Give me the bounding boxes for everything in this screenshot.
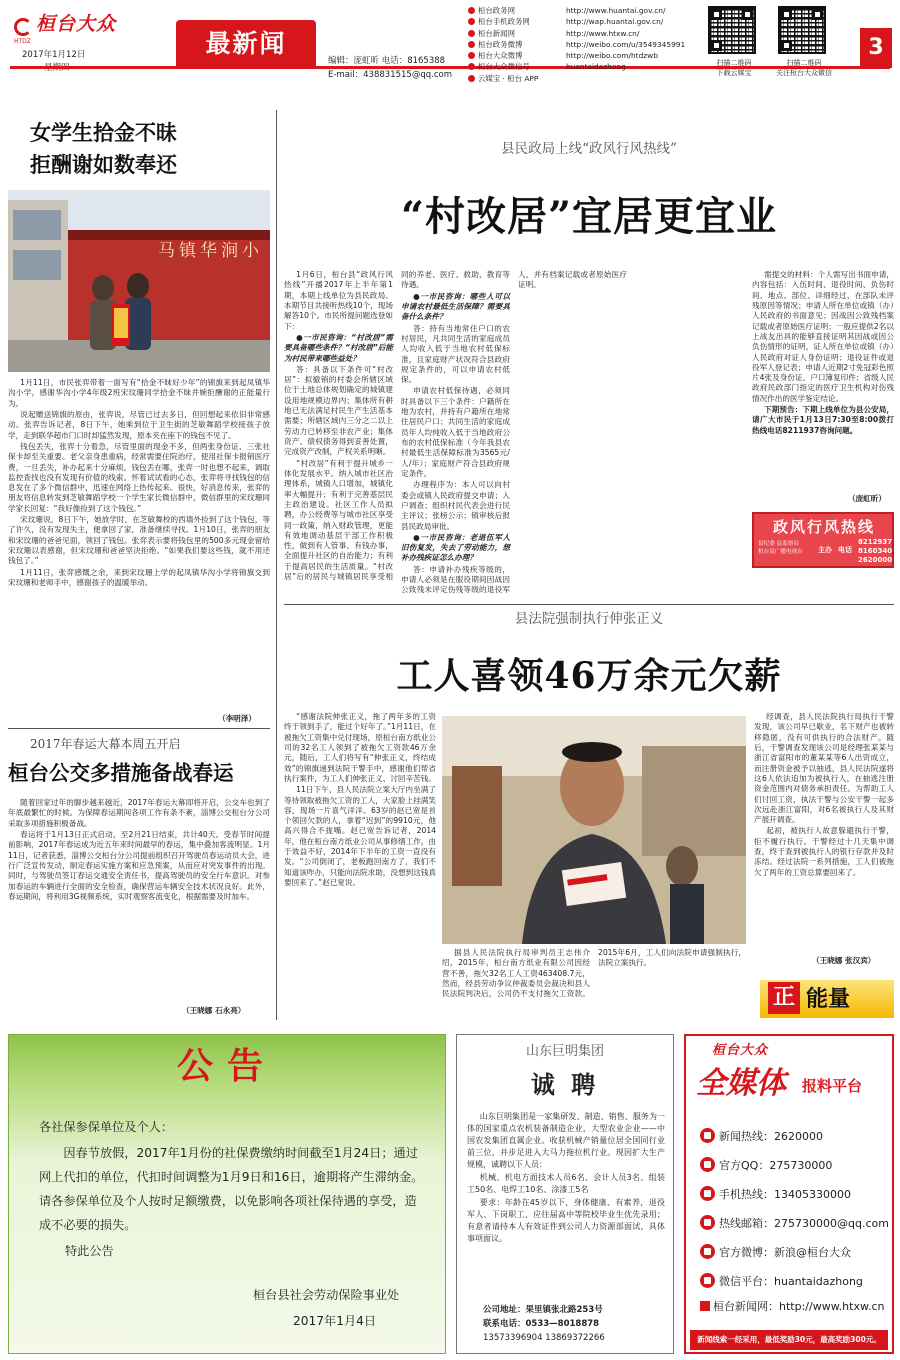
hotline-phone-label: 电话 — [838, 546, 852, 554]
contact-value[interactable]: http://wap.huantai.gov.cn/ — [566, 17, 664, 27]
media-row — [700, 1209, 890, 1238]
article3-paragraph: “村改居”有利于提升城乡一体化发展水平。纳入城市社区治理体系，城镇人口增加，城镇化率大幅提升；有利于完善基层民主政治建设。社区工作人员拟聘，办公经费等与城市社区享受同一政策，纳入财政管理，更能有效地调动基层干部工作积极性，做到有人管事、有钱办事，全面提升社区的自治能力；有利于提高居民的生活质量。“村改居”后的居民与城镇居民享受相同的养老、医疗、救助、教育等待遇。 — [284, 270, 510, 582]
qr-caption-app: 扫描二维码 下载云媒宝 — [716, 59, 752, 77]
editor-line: 编辑：庞虹昕 电话：8165388 — [328, 56, 446, 66]
article1-paragraph: 1月11日，张弈感慨之余，来到宋玟珊上学的起凤镇华沟小学将锦旗交到宋玟珊和老师手中，感谢孩子的温暖举动。 — [8, 567, 270, 587]
article4-paragraph: “感谢法院伸张正义，拖了两年多的工资终于领到手了，能过个好年了。”1月11日，在被拖欠工资集中兑付现场，原桓台南方纸业公司的32名工人领到了被拖欠工资款46万余元，随后，工人们将写有“伸张正义，终结成效”的锦旗递到法院干警手中，感谢他们帮省执行案件，为工人们伸张正义、讨回辛苦钱。 — [284, 712, 436, 783]
media-row-label: 官方QQ： — [719, 1159, 770, 1172]
media-row-value[interactable]: huantaidazhong — [774, 1275, 863, 1288]
contact-icon — [700, 1244, 715, 1259]
article3-title: “村改居”宜居更宜业 — [400, 193, 777, 240]
article3-question: ●一市民咨询：老退伍军人旧伤复发，失去了劳动能力，想补办残疾证怎么办理？ — [401, 532, 510, 563]
positive-energy-char: 正 — [768, 982, 800, 1014]
media-row — [700, 1122, 890, 1151]
contact-value[interactable]: huantaidazhong — [566, 62, 626, 72]
media-row — [700, 1238, 890, 1267]
article3-body — [284, 270, 744, 600]
article3-byline: （庞虹昕） — [848, 494, 886, 503]
hotline-number: 2620000 — [858, 556, 893, 564]
hotline-ad — [752, 512, 894, 568]
media-logo: 桓台大众 — [712, 1043, 769, 1058]
page-number: 3 — [860, 28, 892, 68]
section-divider-left — [8, 728, 270, 729]
logo-icon — [14, 18, 32, 36]
article3-kicker: 县民政局上线“政风行风热线” — [501, 141, 677, 157]
contact-icon — [700, 1186, 715, 1201]
hotline-sponsor: 县纪委 县监察局 桓台县广播电视台 — [758, 541, 803, 555]
article2-title: 桓台公交多措施备战春运 — [8, 761, 234, 785]
media-row-label: 新闻热线： — [719, 1130, 774, 1143]
article1-photo-banner: 马镇华涧小 — [158, 241, 263, 261]
contact-icon — [700, 1128, 715, 1143]
bullet-icon — [468, 30, 475, 37]
article4-paragraph: 经调查，县人民法院执行局执行干警发现，该公司早已歇业，名下财产也被转移隐匿，没有可供执行的合法财产。随后，干警调查发现该公司是经理张某某与浙江省富阳市的董某某等6人出资成立，而注册资金被予以抽逃，县人民法院遂将这6人依法追加为被执行人，在抽逃注册资金范围内对债务承担责任。为帮助工人们讨回工资，执法干警与公安干警一起多次远赴浙江富阳，对6名被执行人及其财产展开调查。 — [754, 712, 894, 825]
contact-name: 桓台大众微信号 — [478, 62, 530, 72]
media-site-label: 桓台新闻网： — [713, 1300, 779, 1313]
qr-code-wechat — [778, 6, 826, 54]
positive-energy-badge — [760, 980, 894, 1018]
contact-name: 桓台手机政务网 — [478, 17, 530, 27]
email-line: E-mail：438831515@qq.com — [328, 70, 452, 80]
notice-closing: 特此公告 — [65, 1244, 114, 1258]
contact-name: 桓台政务微博 — [478, 39, 523, 49]
media-row — [700, 1180, 890, 1209]
article3-preview: 下期预告：下期上线单位为县公安局，请广大市民于1月13日7:30至8:00拨打热线电话8211937咨询问题。 — [752, 405, 894, 435]
issue-date: 2017年1月12日 — [22, 50, 86, 60]
media-row-value[interactable]: 275730000@qq.com — [774, 1217, 889, 1230]
notice-greeting: 各社保参保单位及个人： — [39, 1120, 174, 1134]
contact-value[interactable]: http://www.huantai.gov.cn/ — [566, 6, 666, 15]
media-row-value[interactable]: 13405330000 — [774, 1188, 851, 1201]
media-box — [684, 1034, 894, 1354]
bullet-icon — [468, 7, 475, 14]
media-row-label: 手机热线： — [719, 1188, 774, 1201]
article1-paragraph: 宋玟珊说，8日下午，她放学时，在芝敏舞校的西墙外捡到了这个钱包，等了许久，没有发现失主，便拿回了家，准备继续寻找。1月10日，张弈的朋友和宋玟珊的爸爸见面，领回了钱包。张弈表示要将钱包里的500多元现金留给宋玟珊以表感谢，但宋玟珊和爸爸坚决拒绝。“如果我们要这些钱，就不用还钱包了。” — [8, 515, 270, 566]
hotline-title: 政风行风热线 — [772, 518, 875, 536]
article3-paragraph: 答：申请补办残疾等级的，申请人必须是在服役期间因战因公致残未评定伤残等级的退役军人，并有档案记载或者原始医疗证明。 — [401, 270, 627, 595]
masthead-logo: 桓台大众 — [36, 13, 117, 35]
media-row-value[interactable]: 新浪@桓台大众 — [774, 1246, 851, 1259]
hiring-phones: 13573396904 13869372266 — [483, 1333, 605, 1343]
hiring-box — [456, 1034, 674, 1354]
positive-energy-rest: 能量 — [806, 987, 851, 1012]
media-row-label: 热线邮箱： — [719, 1217, 774, 1230]
hotline-number: 8160340 — [858, 547, 893, 555]
media-row-value[interactable]: 275730000 — [769, 1159, 833, 1172]
article1-photo — [8, 190, 270, 372]
bullet-icon — [468, 18, 475, 25]
article1-paragraph: 说起赠送锦旗的原由，张弈说，尽管已过去多日，但回想起来依旧非常感动。张弈告诉记者，8日下午，她乘到位于卫生街的芝敏舞蹈学校接孩子放学，走到联华超市门口时却猛然发现，原本夹在座下的钱包不见了。 — [8, 409, 270, 440]
contact-row — [468, 28, 698, 39]
article1-byline: （李明泽） — [218, 714, 256, 723]
contact-row — [468, 16, 698, 27]
contact-value[interactable]: http://weibo.com/htdzwb — [566, 51, 658, 61]
article4-title: 工人喜领46万余元欠薪 — [396, 655, 782, 697]
article4-paragraph: 起初，被执行人故意躲避执行干警，拒不履行执行。干警经过十几天集中调查，终于查到被执行人的银行存款并及时冻结。经过法院一系列措施，工人们被拖欠了两年的工资总算要回来了。 — [754, 826, 894, 877]
hiring-positions: 机械、机电方面技术人员6名、会计人员3名、组装工50名、电焊工10名、涂漆工5名 — [467, 1173, 665, 1194]
contact-icon — [700, 1273, 715, 1288]
article4-photo — [442, 716, 746, 944]
hiring-address: 公司地址：果里镇张北路253号 — [483, 1305, 603, 1315]
article2-paragraph: 随着回家过年的脚步越来越近，2017年春运大幕即将开启，公交车也到了年底最繁忙的时候。为保障春运期间各项工作有条不紊，淄博公交桓台分公司采取多项措施积极备战。 — [8, 798, 270, 828]
masthead — [0, 0, 900, 100]
media-site-row — [700, 1300, 884, 1315]
logo-sub: HTDZ — [14, 38, 31, 45]
notice-title: 公告 — [176, 1046, 277, 1087]
article4-photo-image — [442, 716, 746, 944]
media-row — [700, 1151, 890, 1180]
media-row-label: 官方微博： — [719, 1246, 774, 1259]
notice-box — [8, 1034, 446, 1354]
contact-name: 桓台新闻网 — [478, 28, 515, 38]
article4-paragraph: 据县人民法院执行局审判员王志伟介绍，2015年，桓台南方纸业有限公司因经营不善，拖欠32名工人工资463408.7元，然而，经县劳动争议仲裁委员会裁决和县人民法院判决后，公司仍不支付拖欠工资款。2015年6月，工人们向法院申请强制执行，法院立案执行。 — [442, 948, 746, 999]
media-headline: 全媒体 — [696, 1066, 786, 1101]
contact-list — [468, 5, 698, 84]
article1-paragraph: 钱包丢失，张弈十分着急，尽管里面的现金不多，但两张身份证、三张社保卡却至关重要。老父亲身患重病，经常需要住院治疗，使用社保卡报销医疗费，一旦丢失，补办起来十分麻烦。钱包丢在哪，张弈一时也想不起来，调取监控查找也没有发现有价值的线索。怀着试试看的心态，张弈将寻找钱包的信息发在了多个微信群中，迅速在网络上热传起来。很快，好消息传来，张弈的朋友将信息转发到芝敏舞蹈学校一个学生家长微信群中，微信群里的宋玟珊同学家长回复：“我好像捡到了这个钱包。” — [8, 441, 270, 513]
media-subline: 报料平台 — [802, 1077, 863, 1095]
hiring-intro: 山东巨明集团是一家集研发、制造、销售、服务为一体的国家重点农机装备制造企业，大型农业企业——中国农发集团直属企业。收获机械产销量位居全国同行业前三位，并步足进入大马力拖拉机行业。现因扩大生产规模，诚聘以下人员： — [467, 1112, 665, 1169]
contact-row — [468, 5, 698, 16]
article2-kicker: 2017年春运大幕本周五开启 — [30, 737, 181, 751]
notice-body: 因春节放假，2017年1月份的社保费缴纳时间截至1月24日；通过网上代扣的单位，代扣时间调整为1月9日和16日，逾期将产生滞纳金。请各参保单位及个人按时足额缴费，以免影响各项社保待遇的享受，造成不必要的损失。 — [39, 1146, 424, 1232]
bullet-icon — [468, 41, 475, 48]
site-icon — [700, 1301, 710, 1311]
article2-byline: （王晓娜 石永亮） — [182, 1006, 246, 1015]
hiring-title: 诚 聘 — [530, 1070, 600, 1099]
notice-issuer: 桓台县社会劳动保险事业处 — [253, 1288, 400, 1302]
contact-icon — [700, 1215, 715, 1230]
article4-body-bottom — [442, 948, 746, 1018]
article1-title-line1: 女学生拾金不昧 — [30, 121, 177, 145]
hiring-phone-label: 联系电话：0533—8018878 — [483, 1319, 600, 1329]
notice-date: 2017年1月4日 — [293, 1314, 377, 1328]
section-tab: 最新闻 — [176, 20, 316, 67]
bullet-icon — [468, 63, 475, 70]
contact-row — [468, 50, 698, 61]
article3-paragraph: 答：持有当地常住户口的农村居民，凡共同生活的家庭成员人均收入低于当地农村低保标准，且家庭财产状况符合县政府规定条件的，可以申请农村低保。 — [401, 323, 510, 385]
hiring-company: 山东巨明集团 — [525, 1044, 604, 1059]
qr-caption-wechat: 扫描二维码 关注桓台大众微信 — [776, 59, 832, 77]
contact-name: 桓台大众微博 — [478, 51, 523, 61]
contact-value[interactable]: http://weibo.com/u/3549345991 — [566, 39, 686, 49]
article1-body — [8, 378, 270, 723]
column-divider — [276, 110, 277, 1020]
contact-value[interactable]: http://www.htxw.cn/ — [566, 28, 640, 38]
media-reward-bar: 新闻线索一经采用，最低奖励30元，最高奖励300元。 — [690, 1330, 888, 1350]
article3-paragraph: 答：具备以下条件可“村改居”：拟撤销的村委会所辖区域位于土地总体规划确定的城镇建设用地规模边界内；集体所有耕地已无法满足村民生产生活基本需要；所辖区域内三分之二以上劳动力已转移至非农产业；集体资产、债权债务得到妥善处置，完成资产改制，产权关系明晰。 — [284, 364, 393, 457]
article4-paragraph: 11日下午，县人民法院立案大厅内坐满了等待领取被拖欠工资的工人，大家脸上挂满笑容，现场一片喜气洋洋。63岁的赵已宽是首个领回欠款的人，拿着“迟到”的9910元，他高兴得合不拢嘴。赵已宽告诉记者，2014年，他在桓台南方纸业公司从事修缮工作，由于效益不好，2014年下半年的工资一直没有发。“公司倒闭了，老板跑回南方了，我们不知道该咋办，只能向法院求助，没想到这钱真要回来了。”赵已宽说。 — [284, 785, 436, 887]
media-rows — [700, 1122, 890, 1296]
article3-paragraph: 需提交的材料：个人需写出书面申请，内容包括：入伍时间、退役时间、负伤时间、地点、部位、详细经过、在部队未评残原因等情况；申请人所在单位或镇（办）人民政府的书面意见；因战因公致残档案记载或者原始医疗证明；一般应提供2名以上战友出具的能够直接证明其因战或因公负伤情形的证明，证人所在单位或镇（办）人民政府对证人身份证明；退役证件或退役军人登记表；申请人近期2寸免冠彩色照片4张及身份证、户口簿复印件；省级人民政府民政部门指定的医疗卫生机构对伤残情况作出的医学鉴定结论。 — [752, 270, 894, 403]
contact-row — [468, 61, 698, 72]
bullet-icon — [468, 75, 475, 82]
media-row — [700, 1267, 890, 1296]
media-site-url[interactable]: http://www.htxw.cn — [779, 1300, 885, 1313]
contact-icon — [700, 1157, 715, 1172]
hiring-body — [467, 1111, 665, 1246]
article3-paragraph: 1月6日，桓台县“政风行风热线”开播2017年上半年第1期，本期上线单位为县民政局。本期节目共接听热线10个，现场解答10个。市民所提问题选登如下： — [284, 270, 393, 331]
contact-row — [468, 73, 698, 84]
hotline-role: 主办 — [818, 546, 832, 554]
article3-body-right — [752, 270, 894, 506]
article1-paragraph: 1月11日，市民张弈带着一面写有“拾金不昧好少年”的锦旗来到起凤镇华沟小学，感谢华沟小学4年级2班宋玟珊同学拾金不昧并婉拒酬谢的正能量行为。 — [8, 378, 270, 408]
bullet-icon — [468, 52, 475, 59]
article2-paragraph: 春运将于1月13日正式启动，至2月21日结束，共计40天。受春节时间提前影响，2017年春运成为近五年来时间最早的春运，集中叠加客流明显。1月11日，记者获悉，淄博公交桓台分公司提前组织召开驾驶员春运动员大会，进行广泛宣传发动，制定春运实施方案和应急预案，从而应对突发事件的出现。同时，与驾驶员签订春运交通安全责任书，提高驾驶员的安全行车意识。对参加春运的车辆进行全面的安全检查，确保营运车辆安全技术状况良好。此外，春运期间，将利用3G视频系统，实时观察客流变化，根据需要及时加车。 — [8, 829, 270, 901]
article1-title-line2: 拒酬谢如数奉还 — [30, 153, 177, 177]
article4-byline: （王晓娜 张汉宾） — [812, 956, 876, 965]
article4-kicker: 县法院强制执行伸张正义 — [514, 611, 664, 627]
hotline-number: 8212937 — [858, 538, 893, 546]
contact-name: 桓台政务网 — [478, 6, 515, 15]
contact-row — [468, 39, 698, 50]
article3-paragraph: 办理程序为：本人可以向村委会或镇人民政府提交申请；入户调查；组织村民代表会进行民主评议；张榜公示；镇审核后报县民政局审批。 — [401, 480, 510, 531]
article3-question: ●一市民咨询：“村改居”需要具备哪些条件？“村改居”后能为村民带来哪些益处？ — [284, 332, 393, 363]
contact-name: 云媒宝 · 桓台 APP — [478, 73, 539, 83]
article1-photo-image — [8, 190, 270, 372]
section-divider-right — [284, 604, 894, 605]
article4-body-col1 — [284, 712, 436, 1012]
qr-code-app — [708, 6, 756, 54]
article3-paragraph: 申请农村低保待遇，必须同时具备以下三个条件：户籍所在地为农村，并持有户籍所在地常住居民户口；共同生活的家庭成员年人均纯收入低于当地政府公布的农村低保标准（今年我县农村最低生活保障标准为3565元/人/年）；家庭财产符合县政府规定条件。 — [401, 386, 510, 478]
media-row-value[interactable]: 2620000 — [774, 1130, 823, 1143]
media-row-label: 微信平台： — [719, 1275, 774, 1288]
hiring-requirements: 要求：年龄在45岁以下，身体健康、有素养，退役军人、下岗职工、应往届高中等院校毕业生优先录用；有意者请持本人有效证件到公司人力资源部面试，具体事项面议。 — [467, 1198, 665, 1243]
article2-body — [8, 798, 270, 1026]
article4-body-col3 — [754, 712, 894, 970]
article3-question: ●一市民咨询：哪些人可以申请农村最低生活保障？需要具备什么条件？ — [401, 291, 510, 322]
